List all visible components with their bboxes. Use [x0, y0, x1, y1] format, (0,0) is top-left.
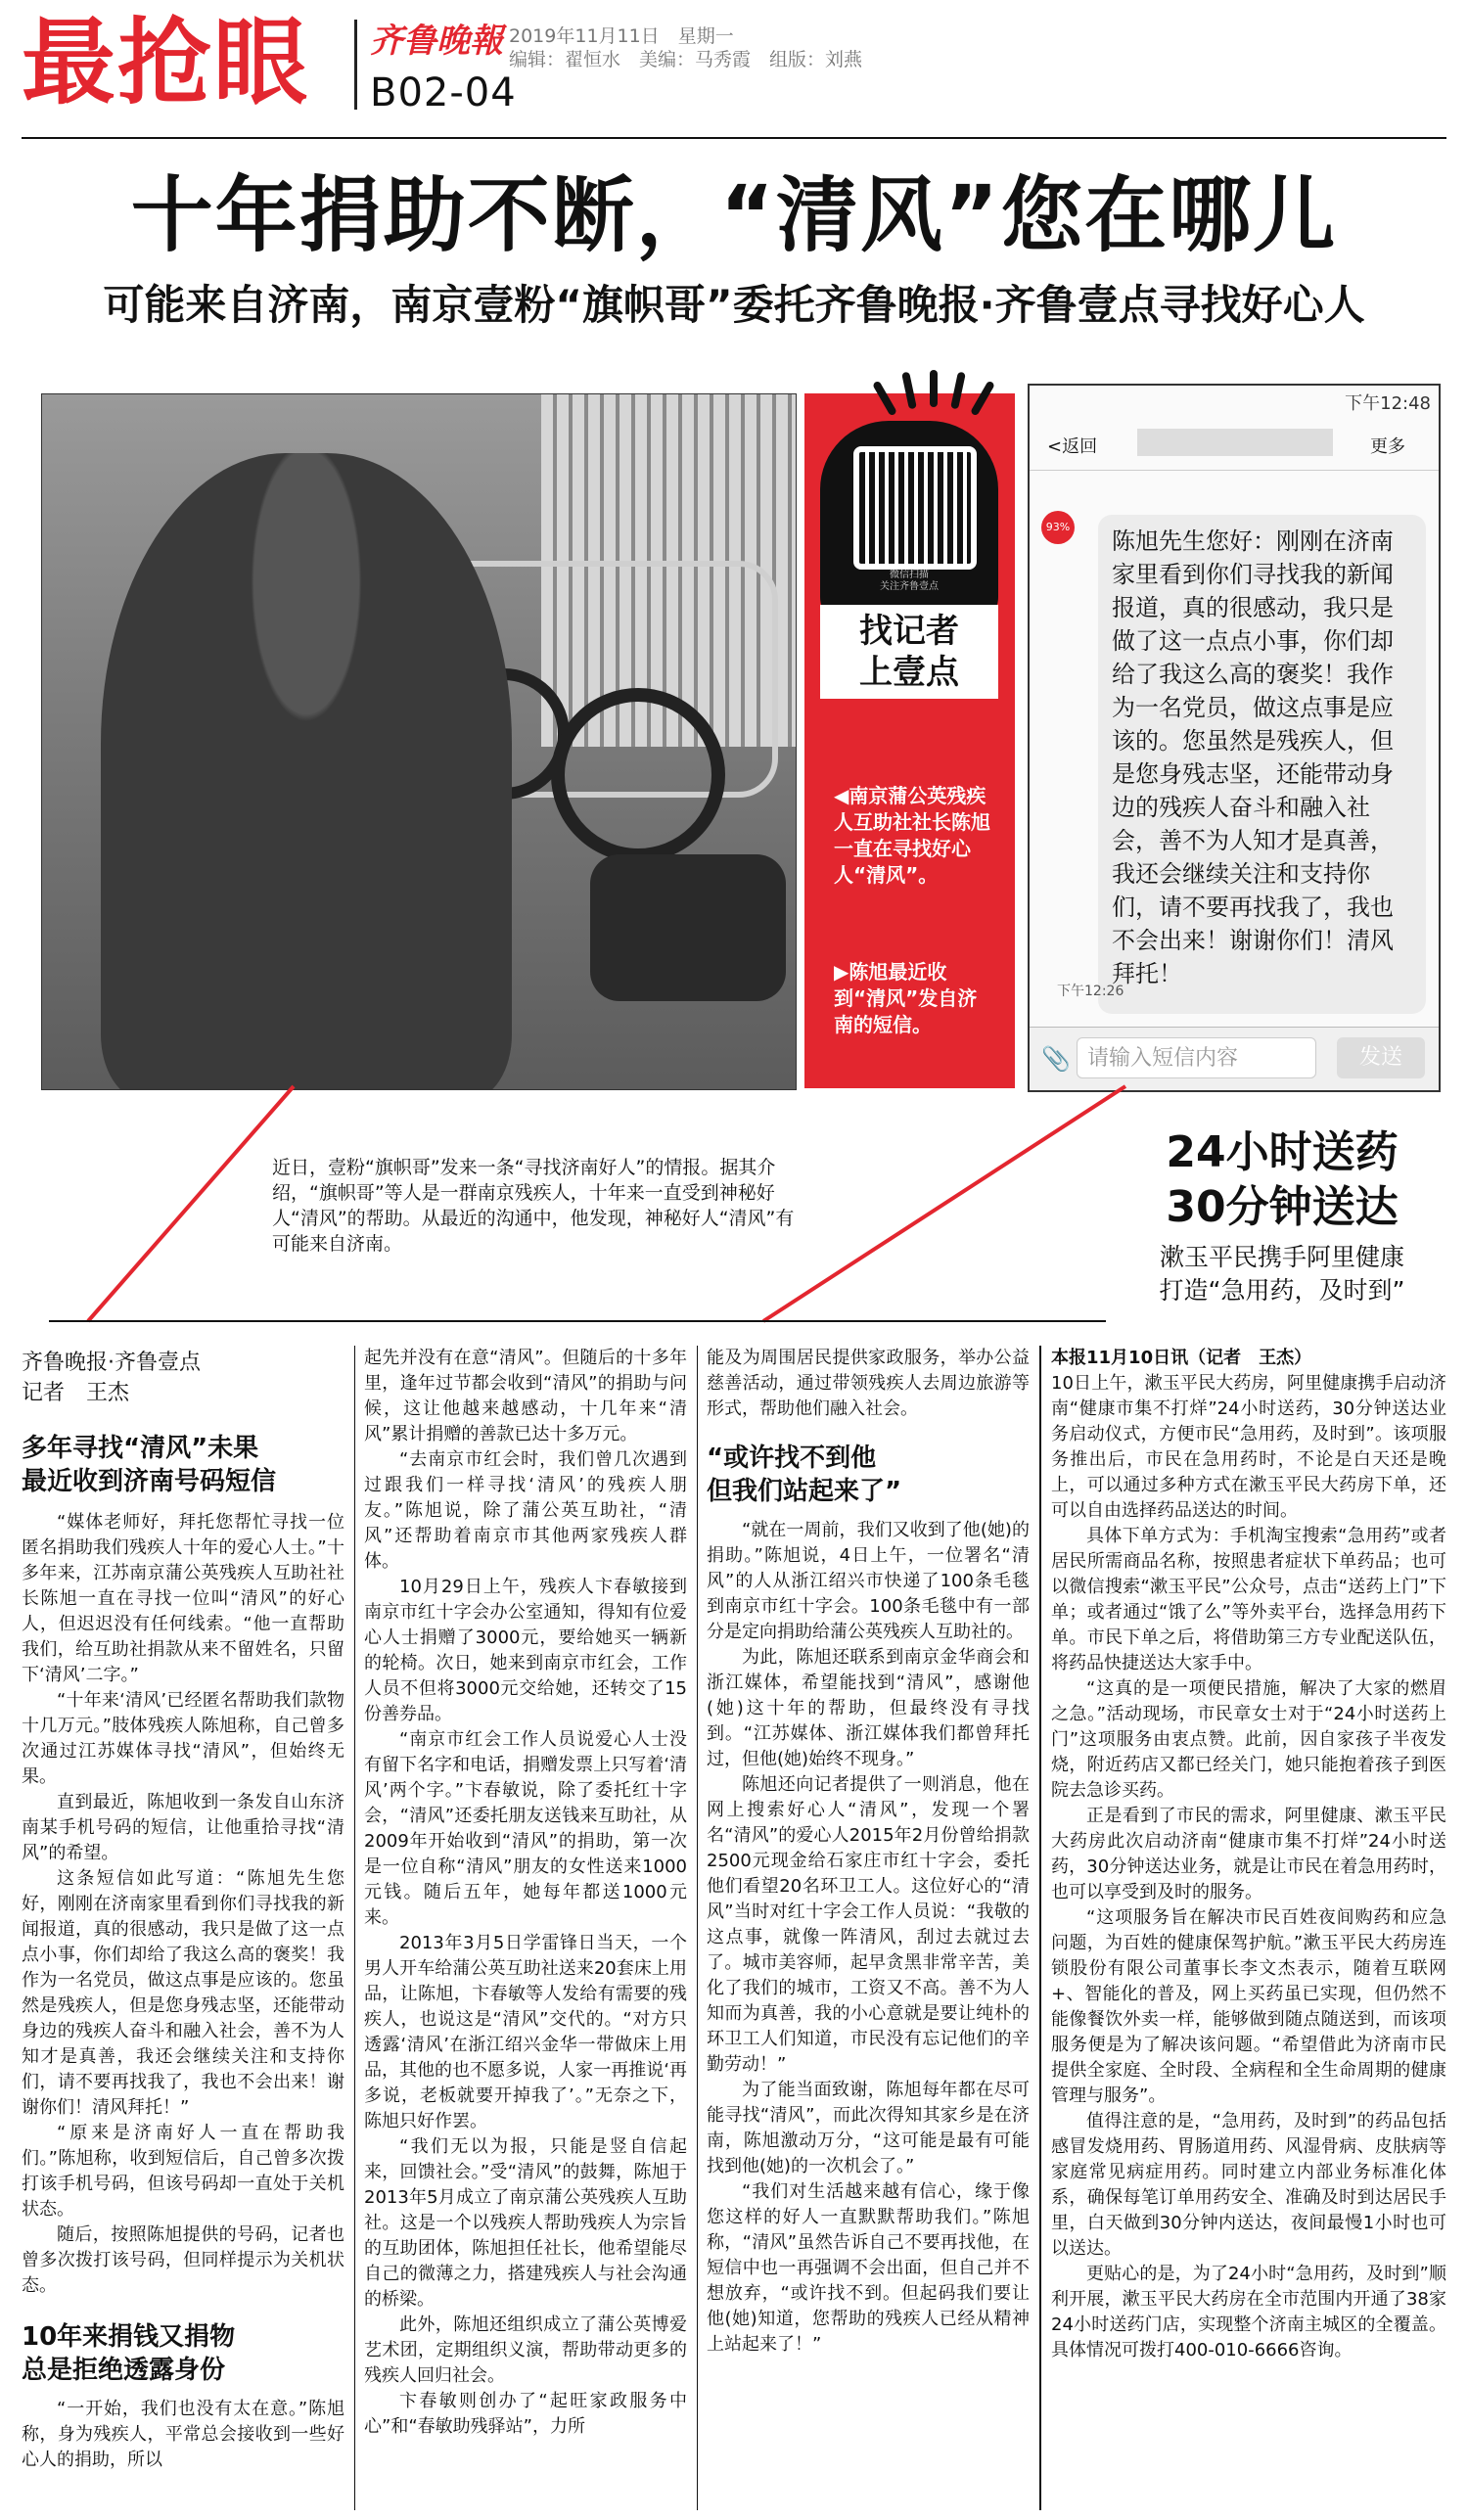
side-dateline: 本报11月10日讯（记者 王杰）	[1051, 1348, 1312, 1368]
avatar: 93%	[1041, 511, 1075, 544]
back-button[interactable]: <返回	[1047, 436, 1098, 457]
column-divider	[1039, 1346, 1041, 2510]
side-title-line1: 24小时送药	[1166, 1127, 1399, 1177]
side-paragraph: 更贴心的是，为了24小时“急用药，及时到”顺利开展，漱玉平民大药房在全市范围内开通了38家24小时送药门店，实现整个济南主城区的全覆盖。具体情况可拨打400-010-6666咨询。	[1051, 2264, 1446, 2360]
col1-paragraph: 这条短信如此写道：“陈旭先生您好，刚刚在济南家里看到你们寻找我的新闻报道，真的很感动，我只是做了这一点点小事，你们却给了我这么高的褒奖！我作为一名党员，做这点事是应该的。您虽然是残疾人，但是您身残志坚，还能带动身边的残疾人奋斗和融入社会，善不为人知才是真善，我还会继续关注和支持你们，请不要再找我了，我也不会出来！谢谢你们！清风拜托！”	[22, 1868, 344, 2118]
side-article	[1051, 1346, 1446, 2363]
phone-nav-bar	[1030, 419, 1439, 471]
column-1	[22, 1346, 344, 2473]
col1-paragraph: “十年来‘清风’已经匿名帮助我们款物十几万元。”肢体残疾人陈旭称，自己曾多次通过江苏媒体寻找“清风”，但始终无果。	[22, 1690, 344, 1787]
side-title-line2: 30分钟送达	[1166, 1182, 1399, 1232]
col3-paragraph: 为了能当面致谢，陈旭每年都在尽可能寻找“清风”，而此次得知其家乡是在济南，陈旭激动万分，“这可能是最有可能找到他(她)的一次机会了。”	[707, 2080, 1030, 2176]
editors-line: 编辑：翟恒水 美编：马秀霞 组版：刘燕	[509, 49, 863, 70]
send-button[interactable]: 发送	[1337, 1037, 1425, 1078]
side-paragraph: 具体下单方式为：手机淘宝搜索“急用药”或者居民所需商品名称，按照患者症状下单药品；也可以微信搜索“漱玉平民”公众号，点击“送药上门”下单；或者通过“饿了么”等外卖平台，选择急用药下单。市民下单之后，将借助第三方专业配送队伍，将药品快捷送达大家手中。	[1051, 1526, 1446, 1673]
col2-paragraph: 卞春敏则创办了“起旺家政服务中心”和“春敏助残驿站”，力所	[364, 2391, 687, 2437]
promo-title-line1: 找记者	[859, 612, 959, 651]
more-button[interactable]: 更多	[1370, 436, 1405, 457]
col2-paragraph: 此外，陈旭还组织成立了蒲公英博爱艺术团，定期组织义演，帮助带动更多的残疾人回归社会。	[364, 2314, 687, 2386]
col1-paragraph: “媒体老师好，拜托您帮忙寻找一位匿名捐助我们残疾人十年的爱心人士。”十多年来，江苏南京蒲公英残疾人互助社社长陈旭一直在寻找一位叫“清风”的好心人，但迟迟没有任何线索。“他一直帮助我们，给互助社捐款从来不留姓名，只留下‘清风’二字。”	[22, 1512, 344, 1685]
col3-paragraph: 能及为周围居民提供家政服务，举办公益慈善活动，通过带领残疾人去周边旅游等形式，帮助他们融入社会。	[707, 1348, 1030, 1419]
section-title-1: 多年寻找“清风”未果 最近收到济南号码短信	[22, 1434, 277, 1496]
side-paragraph: 10日上午，漱玉平民大药房，阿里健康携手启动济南“健康市集不打烊”24小时送药，30分钟送达业务启动仪式，方便市民“急用药，及时到”。该项服务推出后，市民在急用药时，不论是白天还是晚上，可以通过多种方式在漱玉平民大药房下单，还可以自由选择药品送达的时间。	[1051, 1373, 1446, 1521]
intro-paragraph: 近日，壹粉“旗帜哥”发来一条“寻找济南好人”的情报。据其介绍，“旗帜哥”等人是一群南京残疾人，十年来一直受到神秘好人“清风”的帮助。从最近的沟通中，他发现，神秘好人“清风”有可能来自济南。	[272, 1157, 795, 1255]
col2-paragraph: “南京市红会工作人员说爱心人士没有留下名字和电话，捐赠发票上只写着‘清风’两个字。”卞春敏说，除了委托红十字会，“清风”还委托朋友送钱来互助社，从2009年开始收到“清风”的捐助，第一次是一位自称“清风”朋友的女性送来1000元钱。随后五年，她每年都送1000元来。	[364, 1729, 687, 1928]
masthead-divider	[354, 20, 357, 110]
subheadline: 可能来自济南，南京壹粉“旗帜哥”委托齐鲁晚报·齐鲁壹点寻找好心人	[103, 281, 1365, 329]
sms-bubble: 陈旭先生您好：刚刚在济南家里看到你们寻找我的新闻报道，真的很感动，我只是做了这一点点小事，你们却给了我这么高的褒奖！我作为一名党员，做这点事是应该的。您虽然是残疾人，但是您身残志坚，还能带动身边的残疾人奋斗和融入社会，善不为人知才是真善，我还会继续关注和支持你们，请不要再找我了，我也不会出来！谢谢你们！清风拜托！	[1098, 515, 1426, 1014]
col2-paragraph: 10月29日上午，残疾人卞春敏接到南京市红十字会办公室通知，得知有位爱心人士捐赠了3000元，要给她买一辆新的轮椅。次日，她来到南京市红会，工作人员不但将3000元交给她，还转交了15份善券品。	[364, 1577, 687, 1724]
side-paragraph: 值得注意的是，“急用药，及时到”的药品包括感冒发烧用药、胃肠道用药、风湿骨病、皮肤病等家庭常见病症用药。同时建立内部业务标准化体系，确保每笔订单用药安全、准确及时到达居民手里，白天做到30分钟内送达，夜间最慢1小时也可以送达。	[1051, 2111, 1446, 2259]
promo-ray	[930, 370, 938, 407]
col1-paragraph: 随后，按照陈旭提供的号码，记者也曾多次拨打该号码，但同样提示为关机状态。	[22, 2224, 344, 2296]
sms-time: 下午12:26	[1057, 984, 1124, 999]
col3-paragraph: “我们对生活越来越有信心，缘于像您这样的好人一直默默帮助我们。”陈旭称，“清风”虽然告诉自己不要再找他，在短信中也一再强调不会出面，但自己并不想放弃，“或许找不到。但起码我们要让他(她)知道，您帮助的残疾人已经从精神上站起来了！”	[707, 2181, 1030, 2355]
side-paragraph: “这项服务旨在解决市民百姓夜间购药和应急问题，为百姓的健康保驾护航。”漱玉平民大药房连锁股份有限公司董事长李文杰表示，随着互联网+、智能化的普及，网上买药虽已实现，但仍然不能像餐饮外卖一样，能够做到随点随送到，而该项服务便是为了解决该问题。“希望借此为济南市民提供全家庭、全时段、全病程和全生命周期的健康管理与服务”。	[1051, 1907, 1446, 2106]
promo-title	[820, 605, 998, 699]
phone-screenshot	[1028, 384, 1441, 1092]
phone-time: 下午12:48	[1345, 393, 1431, 414]
column-2	[364, 1346, 687, 2440]
col2-paragraph: 起先并没有在意“清风”。但随后的十多年里，逢年过节都会收到“清风”的捐助与问候，这让他越来越感动，十几年来“清风”累计捐赠的善款已达十多万元。	[364, 1348, 687, 1444]
news-photo	[41, 393, 797, 1090]
qr-code[interactable]	[853, 446, 977, 570]
section-title: 最抢眼	[22, 8, 309, 117]
col1-paragraph: “一开始，我们也没有太在意。”陈旭称，身为残疾人，平常总会接收到一些好心人的捐助，所以	[22, 2399, 344, 2470]
col1-paragraph: 直到最近，陈旭收到一条发自山东济南某手机号码的短信，让他重拾寻找“清风”的希望。	[22, 1792, 344, 1863]
page-code: B02-04	[370, 70, 517, 115]
column-divider	[354, 1346, 355, 2510]
photo-wheel-large	[551, 688, 725, 862]
side-sub-line1: 漱玉平民携手阿里健康	[1159, 1243, 1404, 1271]
photo-wheelchair	[590, 854, 786, 1001]
photo-caption-2: ▶陈旭最近收到“清风”发自济南的短信。	[834, 960, 978, 1036]
promo-title-line2: 上壹点	[859, 653, 959, 692]
col2-paragraph: 2013年3月5日学雷锋日当天，一个男人开车给蒲公英互助社送来20套床上用品，让陈旭，卞春敏等人发给有需要的残疾人，也说这是“清风”交代的。“对方只透露‘清风’在浙江绍兴金华一带做床上用品，其他的也不愿多说，人家一再推说‘再多说，老板就要开掉我了’。”无奈之下，陈旭只好作罢。	[364, 1933, 687, 2131]
column-3	[707, 1346, 1030, 2358]
side-paragraph: 正是看到了市民的需求，阿里健康、漱玉平民大药房此次启动济南“健康市集不打烊”24小时送药，30分钟送达业务，就是让市民在着急用药时，也可以享受到及时的服务。	[1051, 1806, 1446, 1902]
phone-status-bar	[1030, 386, 1439, 415]
qr-caption: 微信扫描 关注齐鲁壹点	[880, 570, 939, 592]
photo-caption-1: ◀南京蒲公英残疾人互助社社长陈旭一直在寻找好心人“清风”。	[834, 784, 990, 887]
col1-paragraph: “原来是济南好人一直在帮助我们。”陈旭称，收到短信后，自己曾多次拨打该手机号码，但该号码却一直处于关机状态。	[22, 2123, 344, 2220]
col2-paragraph: “我们无以为报，只能是竖自信起来，回馈社会。”受“清风”的鼓舞，陈旭于2013年5月成立了南京蒲公英残疾人互助社。这是一个以残疾人帮助残疾人为宗旨的互助团体，陈旭担任社长，他希望能尽自己的微薄之力，搭建残疾人与社会沟通的桥梁。	[364, 2136, 687, 2310]
side-headline-block	[1116, 1125, 1448, 1307]
col3-paragraph: 陈旭还向记者提供了一则消息，他在网上搜索好心人“清风”，发现一个署名“清风”的爱心人2015年2月份曾给捐款2500元现金给石家庄市红十字会，委托他们看望20名环卫工人。这位好心的“清风”当时对红十字会工作人员说：“我敬的这点事，就像一阵清风，刮过去就过去了。城市美容师，起早贪黑非常辛苦，美化了我们的城市，工资又不高。善不为人知而为真善，我的小心意就是要让纯朴的环卫工人们知道，市民没有忘记他们的辛勤劳动！”	[707, 1774, 1030, 2075]
section-title-3: “或许找不到他 但我们站起来了”	[707, 1443, 902, 1506]
col3-paragraph: 为此，陈旭还联系到南京金华商会和浙江媒体，希望能找到“清风”，感谢他(她)这十年的帮助，但最终没有寻找到。“江苏媒体、浙江媒体我们都曾拜托过，但他(她)始终不现身。”	[707, 1647, 1030, 1769]
date-line: 2019年11月11日 星期一	[509, 25, 734, 47]
column-divider	[697, 1346, 698, 2510]
byline-source: 齐鲁晚报·齐鲁壹点	[22, 1351, 201, 1375]
col3-paragraph: “就在一周前，我们又收到了他(她)的捐助。”陈旭说，4日上午，一位署名“清风”的人从浙江绍兴市快递了100条毛毯到南京市红十字会。100条毛毯中有一部分是定向捐助给蒲公英残疾人互助社的。	[707, 1520, 1030, 1642]
paperclip-icon[interactable]: 📎	[1041, 1045, 1071, 1073]
photo-person	[101, 453, 512, 1090]
side-sub-line2: 打造“急用药，及时到”	[1159, 1276, 1405, 1305]
side-paragraph: “这真的是一项便民措施，解决了大家的燃眉之急。”活动现场，市民章女士对于“24小时送药上门”这项服务由衷点赞。此前，因自家孩子半夜发烧，附近药店又都已经关门，她只能抱着孩子到医院去急诊买药。	[1051, 1678, 1446, 1801]
section-title-2: 10年来捐钱又捐物 总是拒绝透露身份	[22, 2322, 236, 2385]
newspaper-logo: 齐鲁晚報	[370, 22, 503, 61]
masthead-rule	[22, 137, 1446, 139]
byline-reporter: 记者 王杰	[22, 1381, 130, 1405]
contact-name-blurred	[1137, 429, 1333, 456]
headline: 十年捐助不断，“清风”您在哪儿	[130, 167, 1338, 263]
col2-paragraph: “去南京市红会时，我们曾几次遇到过跟我们一样寻找‘清风’的残疾人朋友。”陈旭说，除了蒲公英互助社，“清风”还帮助着南京市其他两家残疾人群体。	[364, 1449, 687, 1572]
sms-input-field[interactable]: 请输入短信内容	[1077, 1037, 1316, 1078]
